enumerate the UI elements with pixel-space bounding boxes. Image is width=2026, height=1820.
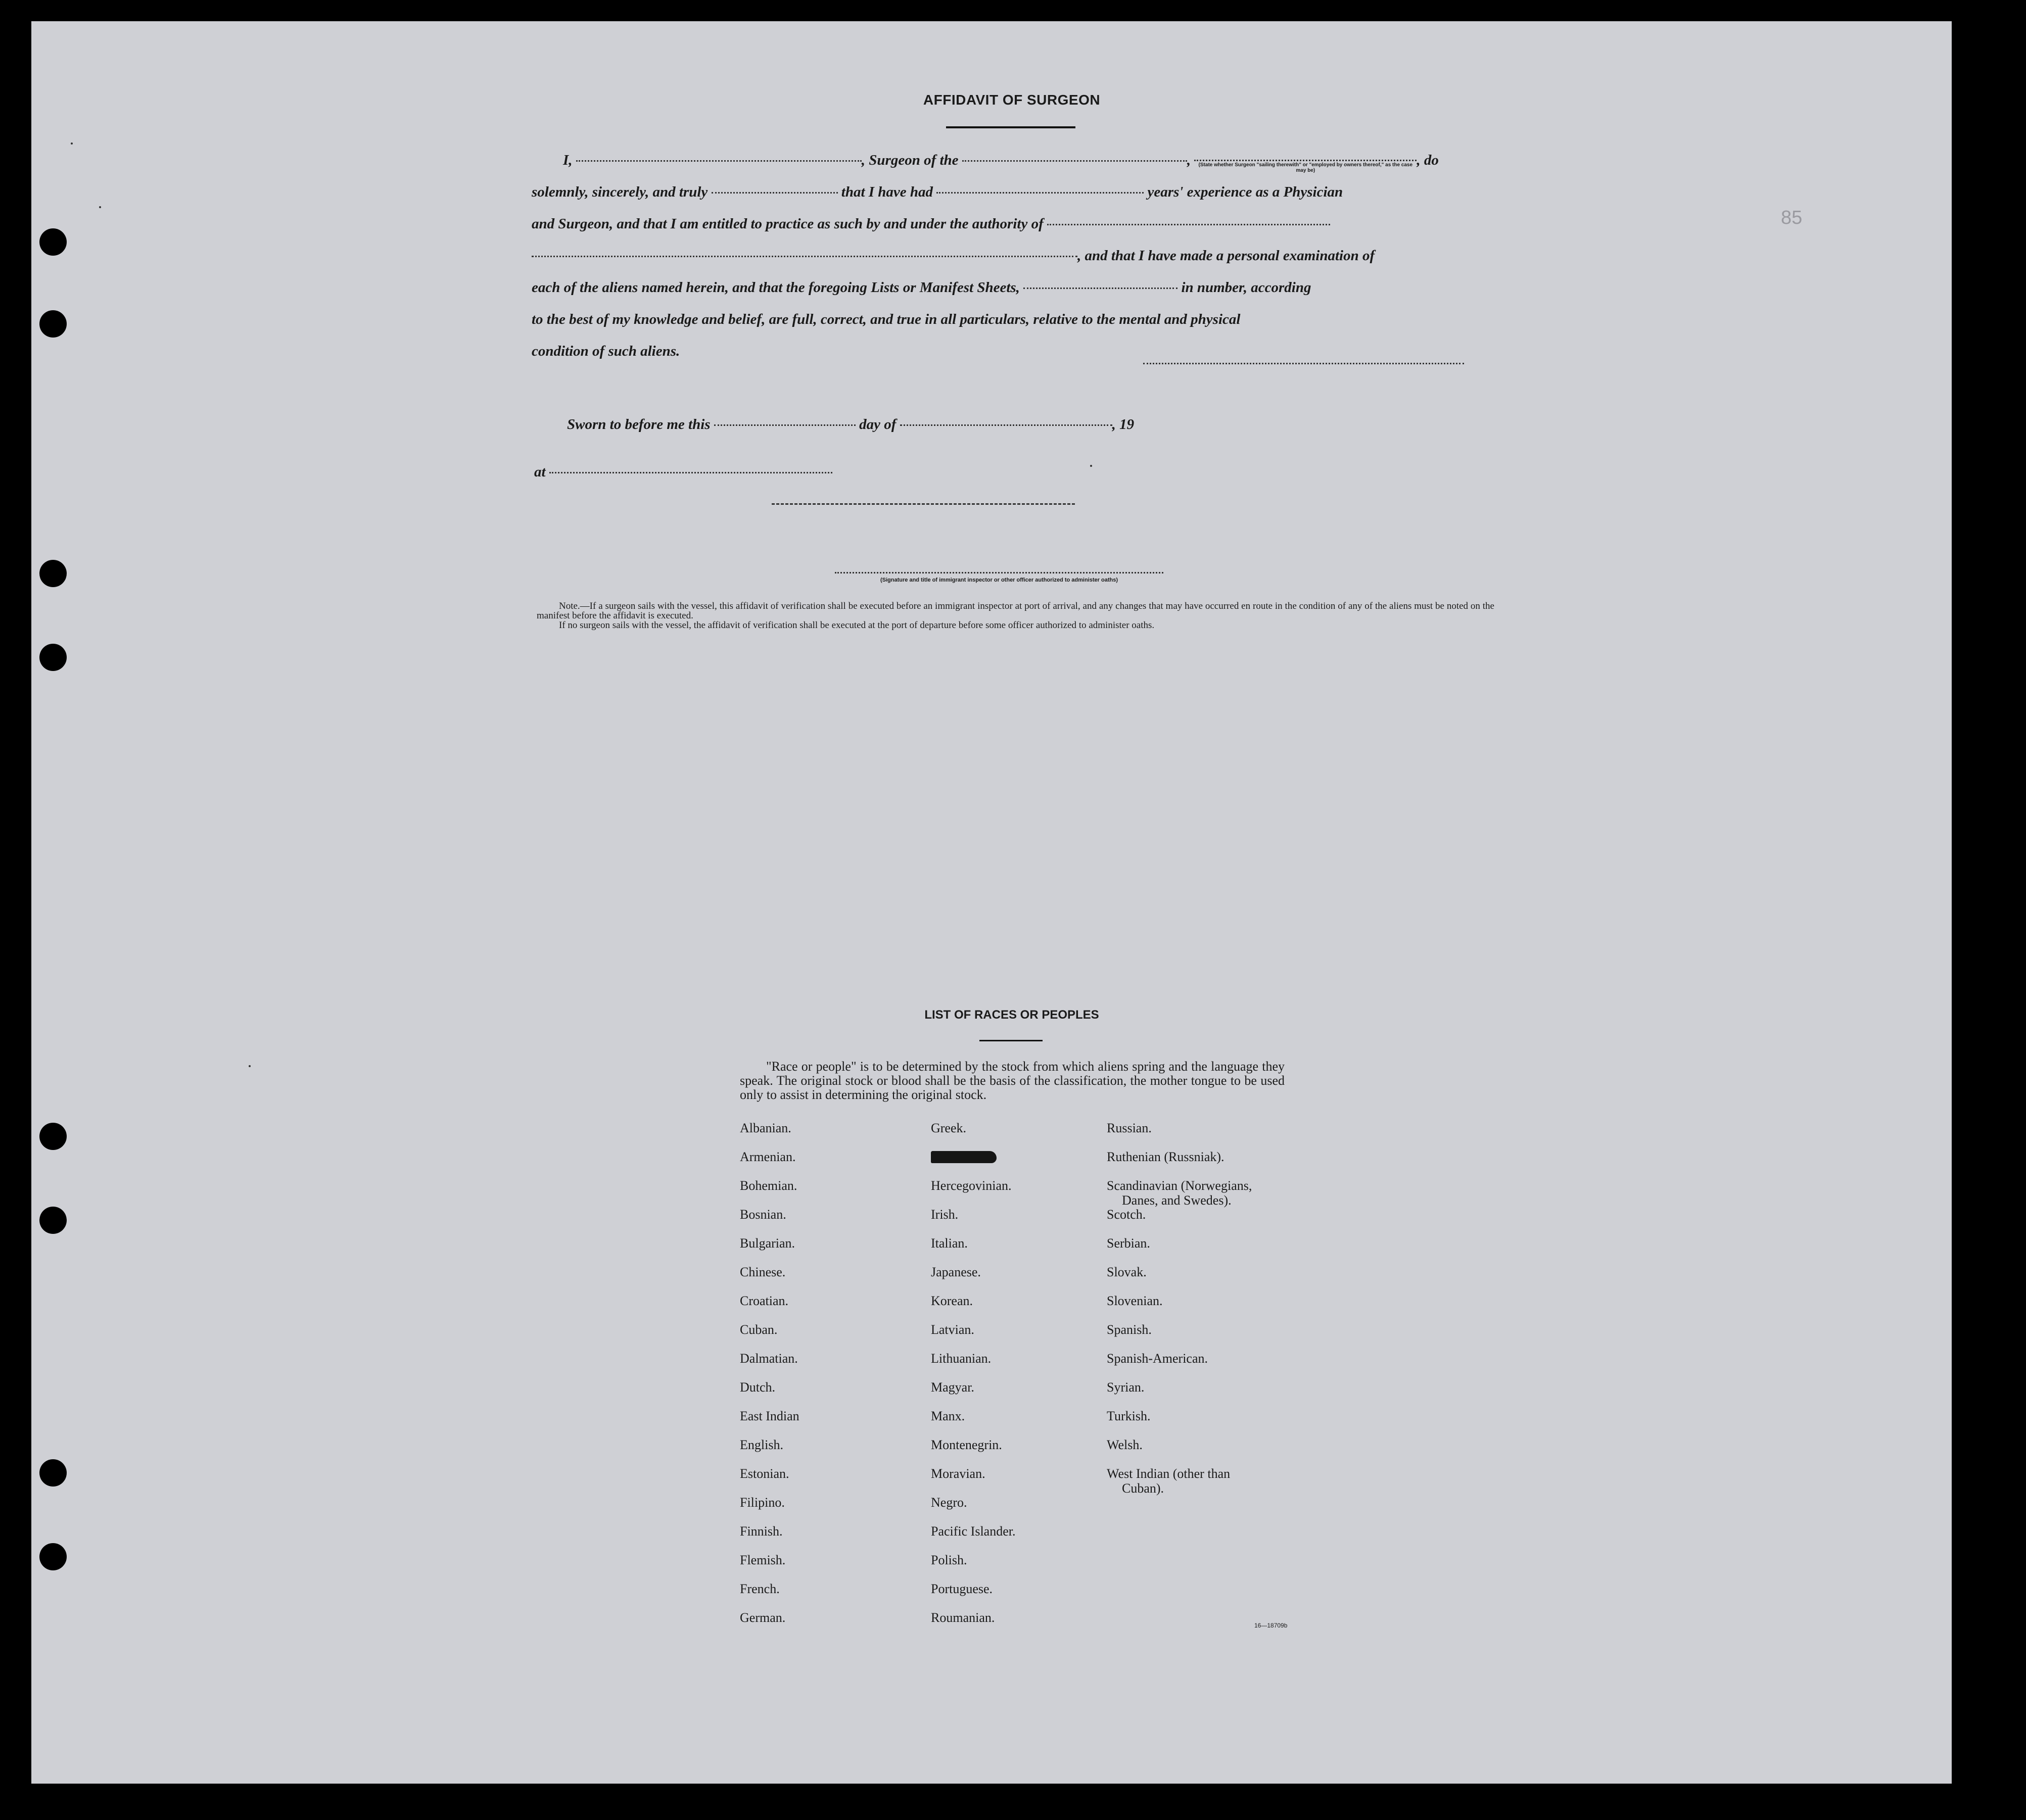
affidavit-text: each of the aliens named herein, and that the foregoing Lists or Manifest Sheets, (532, 279, 1020, 296)
affidavit-text: in number, according (1181, 279, 1311, 296)
race-item: Korean. (931, 1294, 973, 1308)
race-item: Polish. (931, 1553, 967, 1567)
race-name: West Indian (other than (1107, 1466, 1231, 1481)
redacted-entry (931, 1151, 997, 1163)
sworn-text: Sworn to before me this (567, 416, 711, 433)
binder-hole (39, 1207, 67, 1234)
race-item (1107, 1121, 1252, 1150)
affidavit-note (537, 601, 1494, 630)
race-item (1107, 1351, 1252, 1380)
race-name-continued: Danes, and Swedes). (1122, 1193, 1232, 1208)
binder-hole (39, 1543, 67, 1570)
binder-hole (39, 1459, 67, 1487)
speck (1090, 465, 1092, 467)
race-item: Negro. (931, 1495, 967, 1510)
race-item: Greek. (931, 1121, 967, 1135)
affidavit-text: , do (1417, 152, 1439, 168)
race-item: Albanian. (740, 1121, 791, 1135)
race-item: Dutch. (740, 1380, 776, 1395)
race-item (1107, 1207, 1252, 1236)
race-item: Hercegovinian. (931, 1178, 1012, 1193)
speck (71, 142, 73, 145)
title-underline (946, 126, 1075, 128)
races-title: LIST OF RACES OR PEOPLES (924, 1008, 1099, 1022)
race-item: French. (740, 1582, 780, 1596)
affidavit-text: to the best of my knowledge and belief, are full, correct, and true in all particulars, relative to the mental and physical (532, 311, 1241, 327)
affidavit-line (532, 240, 1494, 272)
sworn-text: , 19 (1112, 416, 1135, 433)
race-item: English. (740, 1438, 783, 1452)
note-text: Note.—If a surgeon sails with the vessel, this affidavit of verification shall be executed before an immigrant inspector at port of arrival, and any changes that may have occurred en route in the condition of any of the aliens must be noted on the manifest before the affidavit is executed. (537, 601, 1494, 621)
note-paragraph (537, 620, 1494, 630)
race-item (931, 1150, 1016, 1178)
race-name: Welsh. (1107, 1438, 1143, 1452)
affidavit-text: solemnly, sincerely, and truly (532, 184, 708, 200)
affidavit-line (532, 272, 1494, 304)
page-number: 85 (1781, 207, 1803, 228)
race-item: Moravian. (931, 1466, 985, 1481)
race-item: Armenian. (740, 1150, 796, 1164)
race-item: Bohemian. (740, 1178, 797, 1193)
binder-hole (39, 228, 67, 256)
intro-text: "Race or people" is to be determined by the stock from which aliens spring and the language they speak. The original stock or blood shall be the basis of the classification, the mother tongue to be used only to assist in determining the original stock. (740, 1059, 1285, 1102)
race-item: Montenegrin. (931, 1438, 1002, 1452)
oath-type-blank[interactable] (712, 192, 838, 194)
race-name: Slovenian. (1107, 1294, 1163, 1308)
races-title-underline (979, 1040, 1043, 1041)
binder-hole (39, 310, 67, 338)
affidavit-text: and Surgeon, and that I am entitled to practice as such by and under the authority of (532, 216, 1044, 232)
races-column-3 (1107, 1121, 1252, 1495)
race-item (1107, 1265, 1252, 1294)
race-item (1107, 1380, 1252, 1409)
sworn-month-blank[interactable] (900, 424, 1112, 426)
sheet-count-blank[interactable] (1023, 288, 1177, 289)
form-number: 16—18709b (1254, 1622, 1288, 1629)
affidavit-text: , (1187, 152, 1191, 168)
race-name: Scotch. (1107, 1207, 1146, 1222)
affidavit-body (532, 145, 1494, 367)
race-name: Slovak. (1107, 1265, 1147, 1279)
race-name: Spanish. (1107, 1322, 1152, 1337)
race-item: Magyar. (931, 1380, 974, 1395)
binder-hole (39, 560, 67, 587)
surgeon-signature-line[interactable] (1143, 363, 1464, 364)
race-item (1107, 1438, 1252, 1466)
signature-caption: (Signature and title of immigrant inspector or other officer authorized to administer oaths) (880, 577, 1118, 583)
affidavit-title: AFFIDAVIT OF SURGEON (923, 92, 1101, 108)
note-paragraph (537, 601, 1494, 620)
race-name: Scandinavian (Norwegians, (1107, 1178, 1252, 1193)
race-name-continued: Cuban). (1122, 1481, 1164, 1496)
at-text: at (534, 464, 546, 480)
race-item: Italian. (931, 1236, 968, 1251)
inspector-title-line[interactable] (835, 572, 1163, 573)
race-name: Syrian. (1107, 1380, 1145, 1395)
affidavit-text: , and that I have made a personal examination of (1077, 248, 1375, 264)
place-blank[interactable] (549, 472, 832, 473)
race-item: Bosnian. (740, 1207, 786, 1222)
race-item (1107, 1294, 1252, 1322)
affidavit-text: I, (563, 152, 573, 168)
affidavit-line (532, 208, 1494, 240)
race-item: Cuban. (740, 1322, 778, 1337)
sworn-text: day of (859, 416, 897, 433)
race-name: Turkish. (1107, 1409, 1151, 1423)
affidavit-text: years' experience as a Physician (1147, 184, 1343, 200)
inspector-signature-line[interactable] (772, 503, 1075, 505)
race-item: Dalmatian. (740, 1351, 798, 1366)
at-line (534, 464, 832, 481)
affidavit-text: condition of such aliens. (532, 343, 680, 359)
race-item: Japanese. (931, 1265, 981, 1279)
race-item: Estonian. (740, 1466, 789, 1481)
races-column-2 (931, 1121, 1016, 1639)
document-sheet (31, 21, 1952, 1784)
race-item: Roumanian. (931, 1610, 995, 1625)
years-experience-blank[interactable] (936, 192, 1144, 194)
race-item: Portuguese. (931, 1582, 993, 1596)
race-item (1107, 1150, 1252, 1178)
surgeon-name-blank[interactable] (576, 160, 862, 162)
sworn-line (567, 416, 1134, 433)
race-item: Pacific Islander. (931, 1524, 1016, 1539)
authority-continued-blank[interactable] (532, 256, 1077, 257)
race-item (1107, 1236, 1252, 1265)
race-item: East Indian (740, 1409, 799, 1423)
race-item (1107, 1409, 1252, 1438)
affidavit-text: , Surgeon of the (861, 152, 959, 168)
races-column-1 (740, 1121, 799, 1639)
race-item: Finnish. (740, 1524, 783, 1539)
race-item: Irish. (931, 1207, 959, 1222)
races-intro (740, 1060, 1285, 1102)
race-item: German. (740, 1610, 786, 1625)
race-item (1107, 1466, 1252, 1495)
race-item (1107, 1322, 1252, 1351)
race-item: Manx. (931, 1409, 965, 1423)
authority-blank[interactable] (1047, 224, 1330, 225)
affidavit-line (532, 176, 1494, 208)
race-item: Chinese. (740, 1265, 786, 1279)
affidavit-text: that I have had (841, 184, 933, 200)
affidavit-line (532, 304, 1494, 336)
speck (99, 206, 101, 208)
binder-hole (39, 1123, 67, 1150)
race-item: Croatian. (740, 1294, 789, 1308)
vessel-name-blank[interactable] (962, 160, 1187, 162)
race-item: Filipino. (740, 1495, 785, 1510)
race-item (1107, 1178, 1252, 1207)
race-name: Spanish-American. (1107, 1351, 1208, 1366)
sworn-day-blank[interactable] (714, 424, 856, 426)
surgeon-status-note[interactable]: (State whether Surgeon "sailing therewith" or "employed by owners thereof," as the case may be) (1194, 160, 1417, 173)
affidavit-line (532, 145, 1494, 176)
race-name: Russian. (1107, 1121, 1152, 1135)
note-text: If no surgeon sails with the vessel, the affidavit of verification shall be executed at the port of departure before some officer authorized to administer oaths. (559, 620, 1155, 631)
race-item: Bulgarian. (740, 1236, 795, 1251)
speck (249, 1065, 251, 1067)
race-item: Flemish. (740, 1553, 786, 1567)
race-item: Lithuanian. (931, 1351, 992, 1366)
race-name: Serbian. (1107, 1236, 1150, 1251)
binder-hole (39, 644, 67, 671)
race-item: Latvian. (931, 1322, 974, 1337)
race-name: Ruthenian (Russniak). (1107, 1150, 1224, 1164)
